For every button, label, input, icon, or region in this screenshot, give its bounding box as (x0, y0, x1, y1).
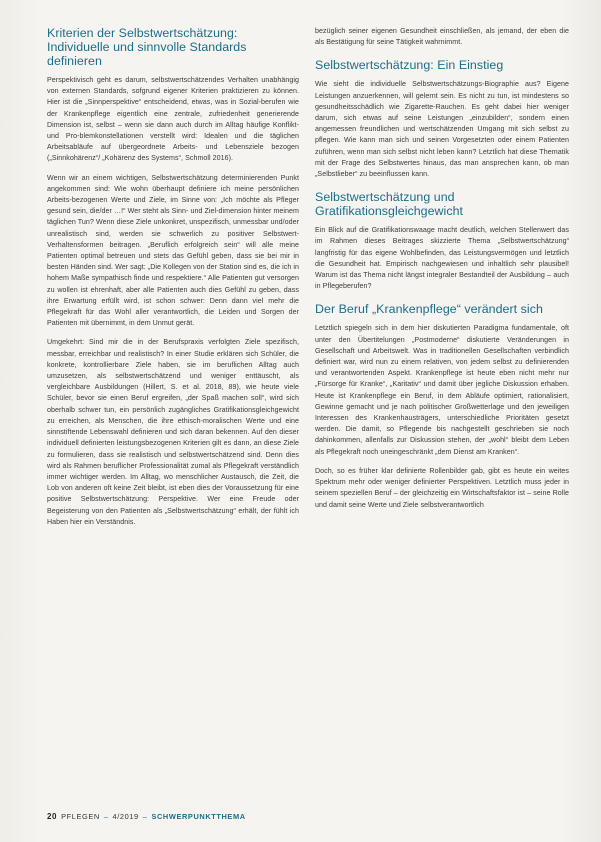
page-footer (47, 812, 567, 821)
paragraph: Perspektivisch geht es darum, selbstwertschätzendes Verhalten unabhängig von externen Standards, sofgrund eigener Kriterien praktizieren zu können. Hier ist die „Sinnperspektive“ entscheidend, etwas, was in Sozial-berufen wie der Krankenpflege eigentlich eine zentrale, zufriedenheit generierende Dimension ist, selbst – wenn sie dann auch durch im Alltag häufige Konflikt- und Pro-blemkonstellationen verstellt wird: Idealen und die täglichen Arbeitsabläufe auf übergeordnete Arbeits- und Lebensziele bezogen („Sinnkohärenz“/ „Kohärenz des Systems“, Schmoll 2016). (47, 76, 299, 163)
footer-separator: – (103, 812, 109, 821)
section-heading-criteria: Kriterien der Selbstwertschätzung: Individuelle und sinnvolle Standards definieren (47, 26, 247, 68)
magazine-name: PFLEGEN (61, 812, 100, 821)
issue-number: 4/2019 (112, 812, 139, 821)
paragraph: bezüglich seiner eigenen Gesundheit einschließen, als jemand, der eben die als Bestätigung für seine Tätigkeit wahrnimmt. (315, 27, 569, 47)
paragraph: Wenn wir an einem wichtigen, Selbstwertschätzung determinierenden Punkt angekommen sind: Wie wohn überhaupt definiere ich meine persönlichen Arbeits-bezogenen Werte und Ziele, im Sinne von: „Ich möchte als Pfleger gesund sein, die/der …!“ Wer steht als Sinn- und Ziel-dimension hinter meinem täglichen Tun? Wenn diese Ziele unkonkret, unspezifisch, unmessbar und/oder unrealistisch sind, werden sie schwerlich zu positiver Selbstwert-Verhaltensformen beitragen. „Beruflich erfolgreich sein“ will alle meine Patienten optimal betreuen und stets das Gefühl geben, dass sie bei mir in besten Händen sind. Wer sagt: „Die Kollegen von der Station sind es, die ich in hohem Maße sympathisch finde und respektiere.“ Alle Patienten gut versorgen zu wollen ist ehrenhaft, aber alle Patienten auch dies Gefühl zu geben, dass ihre Erwartung erfüllt wird, ist schon schwer: Denn dann viel mehr die Pflegekraft für das Wohl aller verantwortlich, die Leiden und Sorgen der Patienten mit übernimmt, in dem Unmut gerät. (47, 173, 299, 328)
page-number: 20 (47, 812, 58, 821)
section-label: SCHWERPUNKTTHEMA (151, 812, 246, 821)
right-column (315, 26, 569, 511)
section-heading-profession: Der Beruf „Krankenpflege“ verändert sich (315, 302, 543, 317)
paragraph: Wie sieht die individuelle Selbstwertschätzungs-Biographie aus? Eigene Leistungen anzuerkennen, will gelernt sein. Es nicht zu tun, ist mindestens so gesundheitsschädlich wie Zigarette-Rauchen. Es geht dabei hier weniger darum, sich etwas auf seine Leistungen „einzubilden“, sondern einen angemessen freundlichen und wertschätzenden Umgang mit sich selbst zu pflegen. Wie kann man sich und seinen Vorgesetzten oder einem Patienten zuführen, wenn man sich selbst nicht leben kann? Letztlich hat diese Thematik mit der Frage des Selbstwertes hinaus, das man ansprechen kann, ob man „Selbstlieber“ zu beeinflussen kann. (315, 80, 569, 179)
left-column (47, 26, 299, 528)
paragraph: Letztlich spiegeln sich in dem hier diskutierten Paradigma fundamentale, oft unter den Übertitelungen „Postmoderne“ diskutierte Veränderungen in Gesellschaft und Arbeitswelt. Was in traditionellen Gesellschaften verbindlich definiert war, wird nun zu einem relativen, von jedem selbst zu definierenden und verantwortenden Aspekt. Krankenpflege ist heute eben nicht mehr nur „Fürsorge für Kranke“, „Karitativ“ und damit über jegliche Diskussion erhaben. Heute ist Krankenpflege ein Beruf, in dem Abläufe optimiert, rationalisiert, Gewinne gemacht und je nach politischer Großwetterlage und den jeweiligen Interessen des Krankenhausträgers, unterschiedliche Prioritäten gesetzt werden. Die damit, so Pflegende bis nachgestellt geschrieben sie noch dahinkommen, allenfalls zur Diskussion stehen, der „wohl“ bleibt dem Leben als Pflegekraft noch uneingeschränkt „dem Dienst am Kranken“. (315, 324, 569, 456)
paragraph: Doch, so es früher klar definierte Rollenbilder gab, gibt es heute ein weites Spektrum mehr oder weniger definierter Perspektiven. Letztlich muss jeder in seinem speziellen Beruf – der gleichzeitig ein Wirtschaftsfaktor ist – seine Rolle und damit seine Werte und Ziele selbstverantwortlich (315, 466, 569, 509)
footer-separator: – (142, 812, 148, 821)
section-heading-gratification: Selbstwertschätzung und Gratifikationsgleichgewicht (315, 190, 464, 219)
paragraph: Ein Blick auf die Gratifikationswaage macht deutlich, welchen Stellenwert das im Rahmen dieses Beitrages skizzierte Thema „Selbstwertschätzung“ langfristig für das eigene Wohlbefinden, das Leistungsvermögen und letztlich die Gesundheit hat. Empirisch nachgewiesen und inhaltlich sehr plausibel! Warum ist das Thema nicht längst integraler Bestandteil der Ausbildung – auch in Pflegeberufen? (315, 226, 569, 291)
paragraph: Umgekehrt: Sind mir die in der Berufspraxis verfolgten Ziele spezifisch, messbar, erreichbar und realistisch? In einer Studie erklären sich Schüler, die konkrete, kontrollierbare Ziele haben, sie im beruflichen Alltag auch umzusetzen, als selbstwertschätzend und weniger enttäuscht, als vergleichbare Ausbildungen (Hillert, S. et al. 2018, 89), wie heute viele Schüler, bevor sie einen Beruf ergreifen, „der Spaß machen soll“, wird sich oberhalb schwer tun, ein persönlich zugängliches Gratifikationsgleichgewicht zu erreichen, als Menschen, die ihre ethisch-moralischen Werte und eine sinnstiftende Lebenswahl definieren und sich daran bekennen. Auf den dieser individuell definierten leistungsbezogenen Kriterien gilt es dann, an diese Ziele zu formulieren, dass sie realistisch und selbstwertschätzend sind. Denn dies wird als Rahmen beruflicher Professionalität zumal als Pflegekraft verständlich immer wichtiger werden. Im Alltag, wo menschlicher Austausch, die Zeit, die Lob von anderen oft keine Zeit bleibt, ist eben dies der Voraussetzung für eine positive Selbstwertschätzung: Perspektive. Wer eine Freude oder Begeisterung von den Patienten als „Selbstwertschätzung“ erhält, der fühlt ich Haben hier ein Verständnis. (47, 338, 299, 526)
section-heading-intro: Selbstwertschätzung: Ein Einstieg (315, 58, 504, 73)
